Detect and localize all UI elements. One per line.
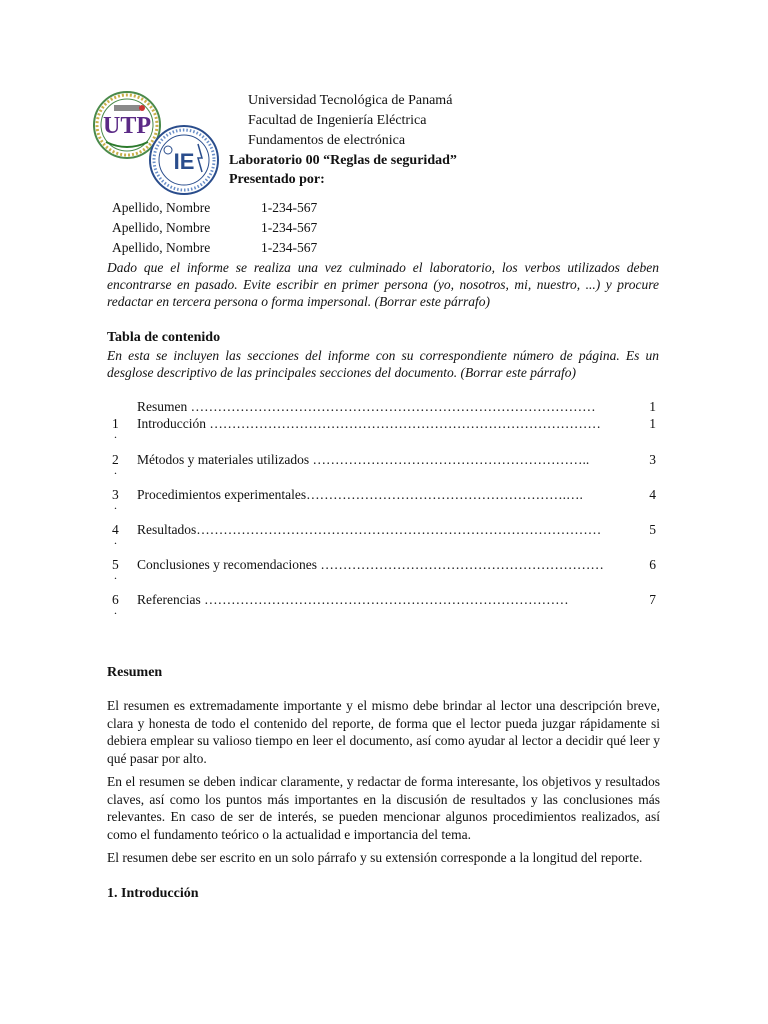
toc-entry-number: 3 — [112, 487, 119, 502]
toc-entry-label: Referencias ……………………………………………………………………… — [137, 592, 569, 607]
toc-entry-conclusiones[interactable] — [112, 556, 660, 582]
toc-entry-label: Introducción …………………………………………………………………………… — [137, 416, 601, 431]
resumen-heading: Resumen — [107, 665, 163, 680]
toc-instructions-note: En esta se incluyen las secciones del informe con su correspondiente número de página. Es un desglose descriptivo de las principales secciones del documento. (Borrar este párrafo) — [107, 348, 659, 380]
author-name: Apellido, Nombre — [112, 220, 211, 235]
resumen-paragraph: En el resumen se deben indicar claramente, y redactar de forma interesante, los objetivos y resultados claves, así como los puntos más importantes en la discusión de resultados y las conclusiones más relevantes. En caso de ser de interés, se pueden mencionar algunos procedimientos realizados, así como el fundamento teórico o la actualidad e importancia del tema. — [107, 774, 660, 842]
author-row — [112, 238, 317, 258]
resumen-paragraph: El resumen es extremadamente importante y el mismo debe brindar al lector una descripción breve, clara y honesta de todo el contenido del reporte, de forma que el lector pueda juzgar rápidamente si debiera emplear su valioso tiempo en leer el documento, así como ayudar al lector a decidir qué leer y qué pasar por alto. — [107, 698, 660, 766]
author-id: 1-234-567 — [261, 200, 318, 215]
toc-entry-dot: . — [114, 603, 117, 617]
fie-seal-icon — [148, 124, 220, 196]
toc-entry-introduccion[interactable] — [112, 415, 660, 441]
toc-entry-metodos[interactable] — [112, 451, 660, 477]
toc-entry-label: Resumen ……………………………………………………………………………… — [137, 399, 596, 414]
writing-instructions-note: Dado que el informe se realiza una vez culminado el laboratorio, los verbos utilizados deben encontrarse en pasado. Evite escribir en primer persona (yo, nosotros, mi, nuestro, ...) y procure redactar en tercera persona o forma impersonal. (Borrar este párrafo) — [107, 260, 659, 309]
toc-entry-dot: . — [114, 568, 117, 582]
header-logos — [92, 88, 232, 198]
author-id: 1-234-567 — [261, 240, 318, 255]
toc-heading: Tabla de contenido — [107, 330, 221, 345]
svg-text:UTP: UTP — [103, 113, 151, 139]
resumen-paragraph: El resumen debe ser escrito en un solo párrafo y su extensión corresponde a la longitud del reporte. — [107, 850, 643, 865]
toc-entry-page: 5 — [649, 522, 656, 537]
toc-entry-label: Procedimientos experimentales………………………………………………….…. — [137, 487, 583, 502]
toc-entry-dot: . — [114, 427, 117, 441]
toc-entry-page: 3 — [649, 452, 656, 467]
author-row — [112, 218, 317, 238]
toc-entry-label: Métodos y materiales utilizados …………………………………………………….. — [137, 452, 590, 467]
toc-entry-number: 5 — [112, 557, 119, 572]
toc-entry-page: 6 — [649, 557, 656, 572]
lab-title: Laboratorio 00 “Reglas de seguridad” — [229, 153, 457, 168]
university-name: Universidad Tecnológica de Panamá — [248, 93, 453, 108]
toc-entry-number: 2 — [112, 452, 119, 467]
author-name: Apellido, Nombre — [112, 200, 211, 215]
toc-entry-resultados[interactable] — [112, 521, 660, 547]
author-id: 1-234-567 — [261, 220, 318, 235]
toc-entry-page: 1 — [649, 416, 656, 431]
author-row — [112, 198, 317, 218]
author-list — [112, 198, 317, 258]
toc-entry-resumen[interactable] — [112, 398, 660, 416]
toc-entry-dot: . — [114, 498, 117, 512]
institution-header — [248, 91, 452, 151]
toc-entry-number: 6 — [112, 592, 119, 607]
introduccion-heading: 1. Introducción — [107, 886, 199, 901]
faculty-name: Facultad de Ingeniería Eléctrica — [248, 113, 427, 128]
toc-entry-page: 4 — [649, 487, 656, 502]
toc-entry-page: 7 — [649, 592, 656, 607]
toc-entry-number: 4 — [112, 522, 119, 537]
toc-entry-dot: . — [114, 463, 117, 477]
course-name: Fundamentos de electrónica — [248, 133, 406, 148]
svg-text:IE: IE — [173, 149, 195, 174]
toc-entry-dot: . — [114, 533, 117, 547]
toc-entry-page: 1 — [649, 399, 656, 414]
toc-entry-number: 1 — [112, 416, 119, 431]
toc-entry-label: Resultados……………………………………………………………………………… — [137, 522, 602, 537]
presented-by-label: Presentado por: — [229, 172, 325, 187]
toc-entry-label: Conclusiones y recomendaciones ……………………………………………………… — [137, 557, 604, 572]
toc-entry-procedimientos[interactable] — [112, 486, 660, 512]
toc-entry-referencias[interactable] — [112, 591, 660, 617]
author-name: Apellido, Nombre — [112, 240, 211, 255]
